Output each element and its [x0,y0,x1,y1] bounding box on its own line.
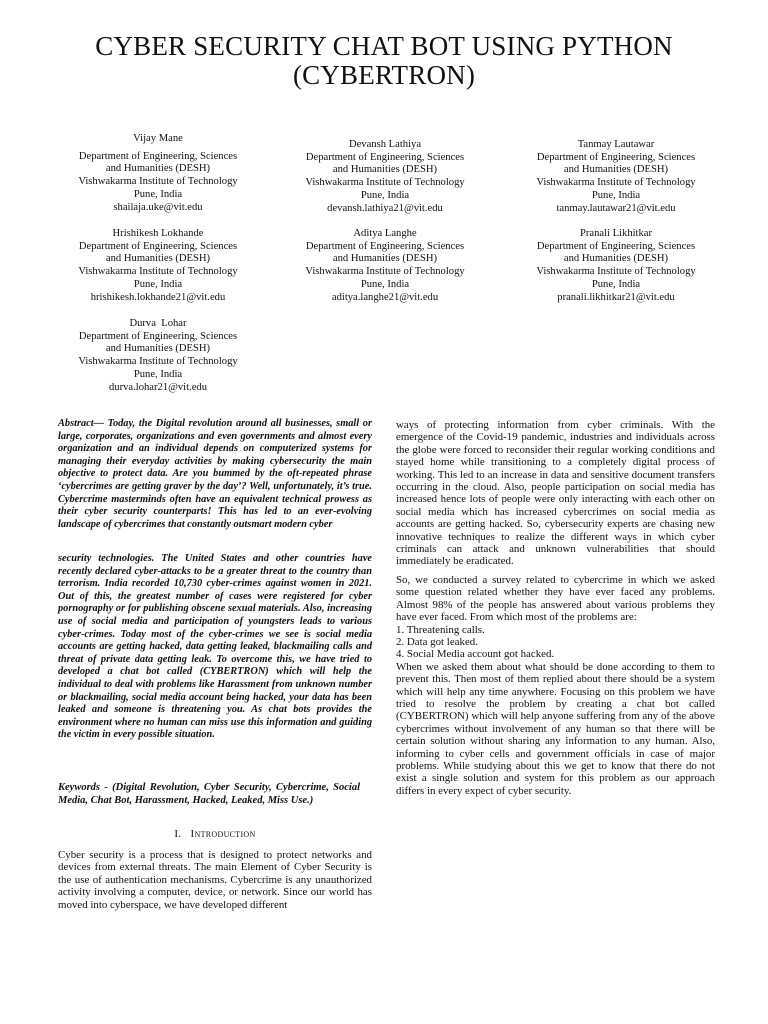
author-email: tanmay.lautawar21@vit.edu [556,202,676,214]
author-institute: Vishwakarma Institute of Technology [78,176,238,188]
author-institute: Vishwakarma Institute of Technology [305,266,465,278]
author-name: Hrishikesh Lokhande [112,228,204,239]
author-block [516,228,716,304]
author-location: Pune, India [133,188,183,200]
author-email: aditya.langhe21@vit.edu [331,291,439,303]
author-institute: Vishwakarma Institute of Technology [78,356,238,368]
author-email: devansh.lathiya21@vit.edu [327,202,443,214]
author-dept: Department of Engineering, Sciences [536,240,696,252]
list-item: 2. Data got leaked. [396,635,478,648]
author-location: Pune, India [360,189,410,201]
author-location: Pune, India [133,278,183,290]
body-paragraph: ways of protecting information from cyber criminals. With the emergence of the Covid-19 pandemic, industries and individuals across the globe were forced to reconsider their regular working conditions and stayed home while transitioning to a completely digital process of working. This led to an increase in data and sensitive document transfers occurring in the cloud. Also, people participation on social media has increased hence lots of people were only interacting with each other on social media which has increased cybercrimes on social media as accounts are getting hacked. So, cybersecurity experts are chasing new innovative techniques to realize the different ways in which cyber criminals can attack and unknown vulnerabilities that should immediately be eradicated. [396,419,715,568]
author-dept: and Humanities (DESH) [563,164,669,176]
introduction-paragraph [58,849,372,911]
abstract-paragraph: security technologies. The United States and other countries have recently declared cyber-attacks to be a greater threat to the country than terrorism. India recorded 10,730 cyber-crimes against women in 2021. Out of this, the greatest number of cases were registered for cyber pornography or for publishing obscene sexual materials. Also, increasing use of social media and participation of youngsters leads to various cyber-crimes. Today most of the cyber-crimes we see is social media accounts are getting hacked, data getting leaked, blackmailing calls and threat of private data getting leak. To overcome this, we have tried to developed a chat bot called (CYBERTRON) which will help the individual to deal with problems like Harassment from unknown number or blackmailing, social media account being hacked, your data has been leaked and someone is threatening you. As chat bots provides the environment where no human can miss use this information and guiding the victim in every possible situation. [58,553,372,741]
author-location: Pune, India [591,189,641,201]
abstract-part-2 [58,553,372,742]
author-dept: and Humanities (DESH) [563,253,669,265]
author-dept: and Humanities (DESH) [105,163,211,175]
author-block [58,228,258,304]
keywords [58,782,360,807]
body-paragraph: So, we conducted a survey related to cybercrime in which we asked some question related whether they have ever faced any problems. Almost 98% of the people has answered about various problems they have ever faced. From which most of the problems are: [396,573,715,624]
author-email: shailaja.uke@vit.edu [113,201,203,213]
author-block [516,139,716,215]
author-dept: Department of Engineering, Sciences [78,330,238,342]
paper-title: CYBER SECURITY CHAT BOT USING PYTHON (CYBERTRON) [95,31,673,90]
author-dept: Department of Engineering, Sciences [305,240,465,252]
author-dept: Department of Engineering, Sciences [536,151,696,163]
author-email: hrishikesh.lokhande21@vit.edu [90,291,226,303]
author-dept: and Humanities (DESH) [332,164,438,176]
author-dept: and Humanities (DESH) [332,253,438,265]
keywords-text: Keywords - (Digital Revolution, Cyber Security, Cybercrime, Social Media, Chat Bot, Harassment, Hacked, Leaked, Miss Use.) [58,782,360,806]
author-email: durva.lohar21@vit.edu [108,381,207,393]
author-dept: Department of Engineering, Sciences [305,151,465,163]
author-email: pranali.likhitkar21@vit.edu [557,291,675,303]
author-dept: and Humanities (DESH) [105,253,211,265]
abstract-paragraph: Abstract— Today, the Digital revolution around all businesses, small or large, corporates, organizations and even governments and almost every organization and an individual depends on computerized systems for managing their everyday activities by making cybersecurity the main objective to protect data. Are you bummed by the oft-repeated phrase ‘cybercrimes are getting graver by the day’? Well, unfortunately, it’s true. Cybercrime masterminds often have an equivalent technical prowess as their cyber security counterparts! This has led to an ever-evolving landscape of cybercrimes that constantly outsmart modern cyber [58,418,372,530]
author-institute: Vishwakarma Institute of Technology [305,177,465,189]
section-heading-introduction: I. Introduction [174,828,256,840]
author-dept: Department of Engineering, Sciences [78,150,238,162]
author-block [58,318,258,394]
author-name: Tanmay Lautawar [577,139,655,150]
author-institute: Vishwakarma Institute of Technology [78,266,238,278]
body-paragraph: When we asked them about what should be done according to them to prevent this. Then most of them replied about there should be a system which will help any time anywhere. Focusing on this problem we have tried to resolve the problem by creating a chat bot called (CYBERTRON) which will help anyone suffering from any of the above cybercrimes without involvement of any human so that there will be certain solution without sharing any information to any human. Also, informing to cyber cells and government officials in case of major problems. While studying about this we get to know that there do not exist a single solution and system for this problem as our approach differs in every expect of cyber security. [396,660,715,797]
list-item: 4. Social Media account got hacked. [396,648,555,661]
author-institute: Vishwakarma Institute of Technology [536,177,696,189]
abstract-part-1 [58,418,372,531]
author-location: Pune, India [133,368,183,380]
author-block [58,133,258,214]
author-name: Pranali Likhitkar [579,228,653,239]
author-block [285,228,485,304]
author-name: Devansh Lathiya [348,139,422,150]
author-dept: and Humanities (DESH) [105,343,211,355]
author-name: Vijay Mane [133,133,183,144]
author-location: Pune, India [360,278,410,290]
author-location: Pune, India [591,278,641,290]
author-name: Durva Lohar [129,318,187,329]
author-name: Aditya Langhe [353,228,417,239]
author-institute: Vishwakarma Institute of Technology [536,266,696,278]
author-dept: Department of Engineering, Sciences [78,240,238,252]
right-column [396,419,715,797]
author-block [285,139,485,215]
intro-text: Cyber security is a process that is designed to protect networks and devices from external threats. The main Element of Cyber Security is the use of authentication mechanisms. Cybercrime is any unauthorized activity involving a computer, device, or network. Since our world has moved into cyberspace, we have developed different [58,849,372,911]
list-item: 1. Threatening calls. [396,623,485,636]
